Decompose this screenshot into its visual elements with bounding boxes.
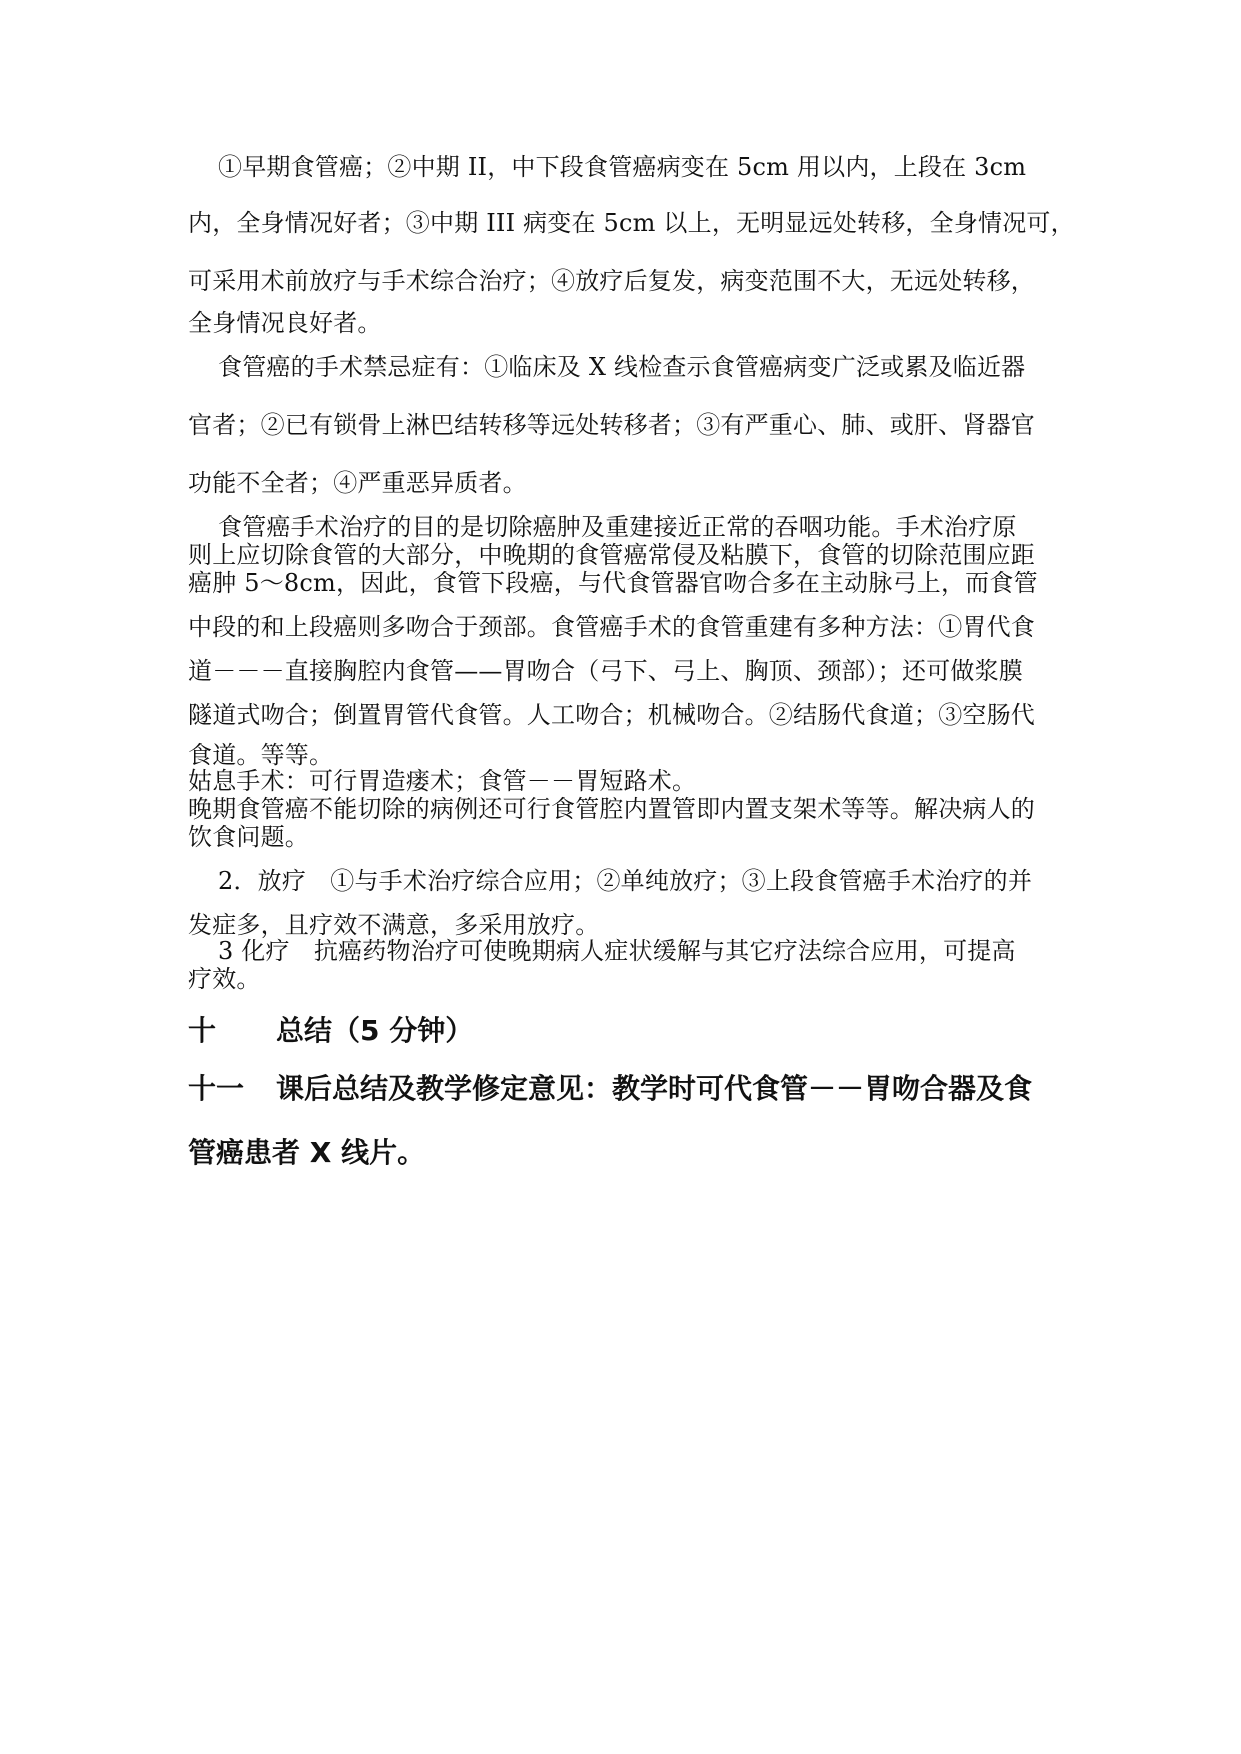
section-number-10: 十 <box>188 1014 217 1047</box>
contraindications-line-1: 食管癌的手术禁忌症有：①临床及 X 线检查示食管癌病变广泛或累及临近器 <box>218 353 1026 381</box>
chemotherapy-line-2: 疗效。 <box>188 965 261 993</box>
contraindications-line-3: 功能不全者；④严重恶异质者。 <box>188 469 527 497</box>
indications-line-1: ①早期食管癌；②中期 II，中下段食管癌病变在 5cm 用以内，上段在 3cm <box>218 153 1027 181</box>
section-heading-11 <box>188 1072 1032 1106</box>
section-heading-10 <box>188 1014 473 1048</box>
indications-line-2: 内，全身情况好者；③中期 III 病变在 5cm 以上，无明显远处转移，全身情况可， <box>188 209 1075 237</box>
chemotherapy-line-1: 3 化疗 抗癌药物治疗可使晚期病人症状缓解与其它疗法综合应用，可提高 <box>218 937 1016 965</box>
purpose-line-1: 食管癌手术治疗的目的是切除癌肿及重建接近正常的吞咽功能。手术治疗原 <box>218 513 1017 541</box>
section-title-11: 课后总结及教学修定意见：教学时可代食管－－胃吻合器及食 <box>276 1072 1033 1105</box>
section-heading-11-continued: 管癌患者 X 线片。 <box>188 1136 426 1169</box>
radiotherapy-line-1: 2．放疗 ①与手术治疗综合应用；②单纯放疗；③上段食管癌手术治疗的并 <box>218 867 1033 895</box>
indications-line-3: 可采用术前放疗与手术综合治疗；④放疗后复发，病变范围不大，无远处转移， <box>188 267 1035 295</box>
late-stage-line-1: 晚期食管癌不能切除的病例还可行食管腔内置管即内置支架术等等。解决病人的 <box>188 795 1035 823</box>
purpose-line-4: 中段的和上段癌则多吻合于颈部。食管癌手术的食管重建有多种方法：①胃代食 <box>188 613 1035 641</box>
radiotherapy-line-2: 发症多，且疗效不满意，多采用放疗。 <box>188 911 600 939</box>
palliative-line-1: 姑息手术：可行胃造瘘术；食管－－胃短路术。 <box>188 767 697 795</box>
purpose-line-7: 食道。等等。 <box>188 741 334 769</box>
purpose-line-3: 癌肿 5～8cm，因此，食管下段癌，与代食管器官吻合多在主动脉弓上，而食管 <box>188 569 1038 597</box>
purpose-line-5: 道－－－直接胸腔内食管——胃吻合（弓下、弓上、胸顶、颈部）；还可做浆膜 <box>188 657 1023 685</box>
section-number-11: 十一 <box>188 1072 245 1105</box>
purpose-line-2: 则上应切除食管的大部分，中晚期的食管癌常侵及粘膜下，食管的切除范围应距 <box>188 541 1035 569</box>
purpose-line-6: 隧道式吻合；倒置胃管代食管。人工吻合；机械吻合。②结肠代食道；③空肠代 <box>188 701 1035 729</box>
late-stage-line-2: 饮食问题。 <box>188 823 309 851</box>
indications-line-4: 全身情况良好者。 <box>188 309 382 337</box>
section-title-10: 总结（5 分钟） <box>276 1014 474 1047</box>
contraindications-line-2: 官者；②已有锁骨上淋巴结转移等远处转移者；③有严重心、肺、或肝、肾器官 <box>188 411 1035 439</box>
